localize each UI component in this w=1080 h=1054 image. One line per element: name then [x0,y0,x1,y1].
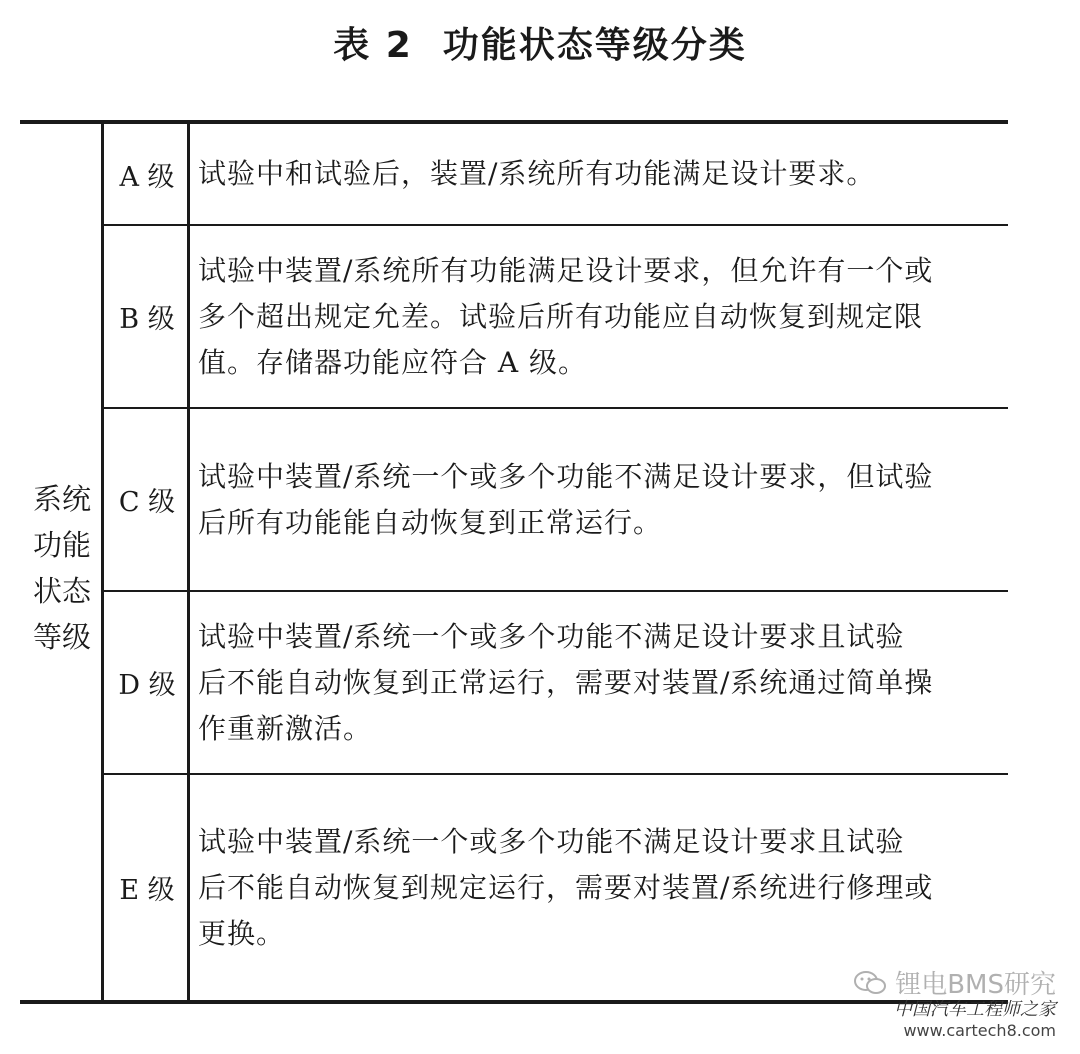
table-title-text: 功能状态等级分类 [442,25,747,66]
description-line: 后不能自动恢复到正常运行，需要对装置/系统通过简单操 [198,665,934,699]
wechat-icon [853,970,887,996]
grade-cell-d: D 级 [118,670,176,701]
category-line: 功能 [32,528,91,562]
watermark [853,964,1056,1040]
description-line: 试验中装置/系统一个或多个功能不满足设计要求，但试验 [198,459,934,493]
description-cell-c [198,409,1004,590]
table-title [0,18,1080,74]
watermark-account-name: 锂电BMS研究 [895,970,1056,1000]
description-line: 后所有功能能自动恢复到正常运行。 [198,505,663,539]
description-line: 更换。 [198,916,286,950]
description-line: 试验中装置/系统一个或多个功能不满足设计要求且试验 [198,824,905,858]
grade-cell-e: E 级 [119,875,175,906]
description-line: 作重新激活。 [198,711,373,745]
grade-cell-c: C 级 [118,487,176,518]
description-line: 值。存储器功能应符合 A 级。 [198,345,588,379]
category-line: 状态 [32,574,91,608]
watermark-site-name: 中国汽车工程师之家 [894,999,1056,1020]
description-line: 试验中和试验后，装置/系统所有功能满足设计要求。 [198,157,876,190]
watermark-site-url: www.cartech8.com [903,1021,1056,1040]
category-line: 等级 [32,620,91,654]
description-line: 后不能自动恢复到规定运行，需要对装置/系统进行修理或 [198,870,934,904]
category-line: 系统 [32,482,91,516]
description-cell-a [198,124,1004,224]
grade-cell-b: B 级 [119,304,175,335]
description-line: 多个超出规定允差。试验后所有功能应自动恢复到规定限 [198,299,924,333]
grade-cell-a: A 级 [119,161,175,193]
description-cell-b [198,226,1004,407]
category-cell [22,476,102,660]
description-cell-d [198,592,1004,773]
table-number: 表 2 [333,25,413,66]
description-line: 试验中装置/系统所有功能满足设计要求，但允许有一个或 [198,253,934,287]
description-line: 试验中装置/系统一个或多个功能不满足设计要求且试验 [198,619,905,653]
